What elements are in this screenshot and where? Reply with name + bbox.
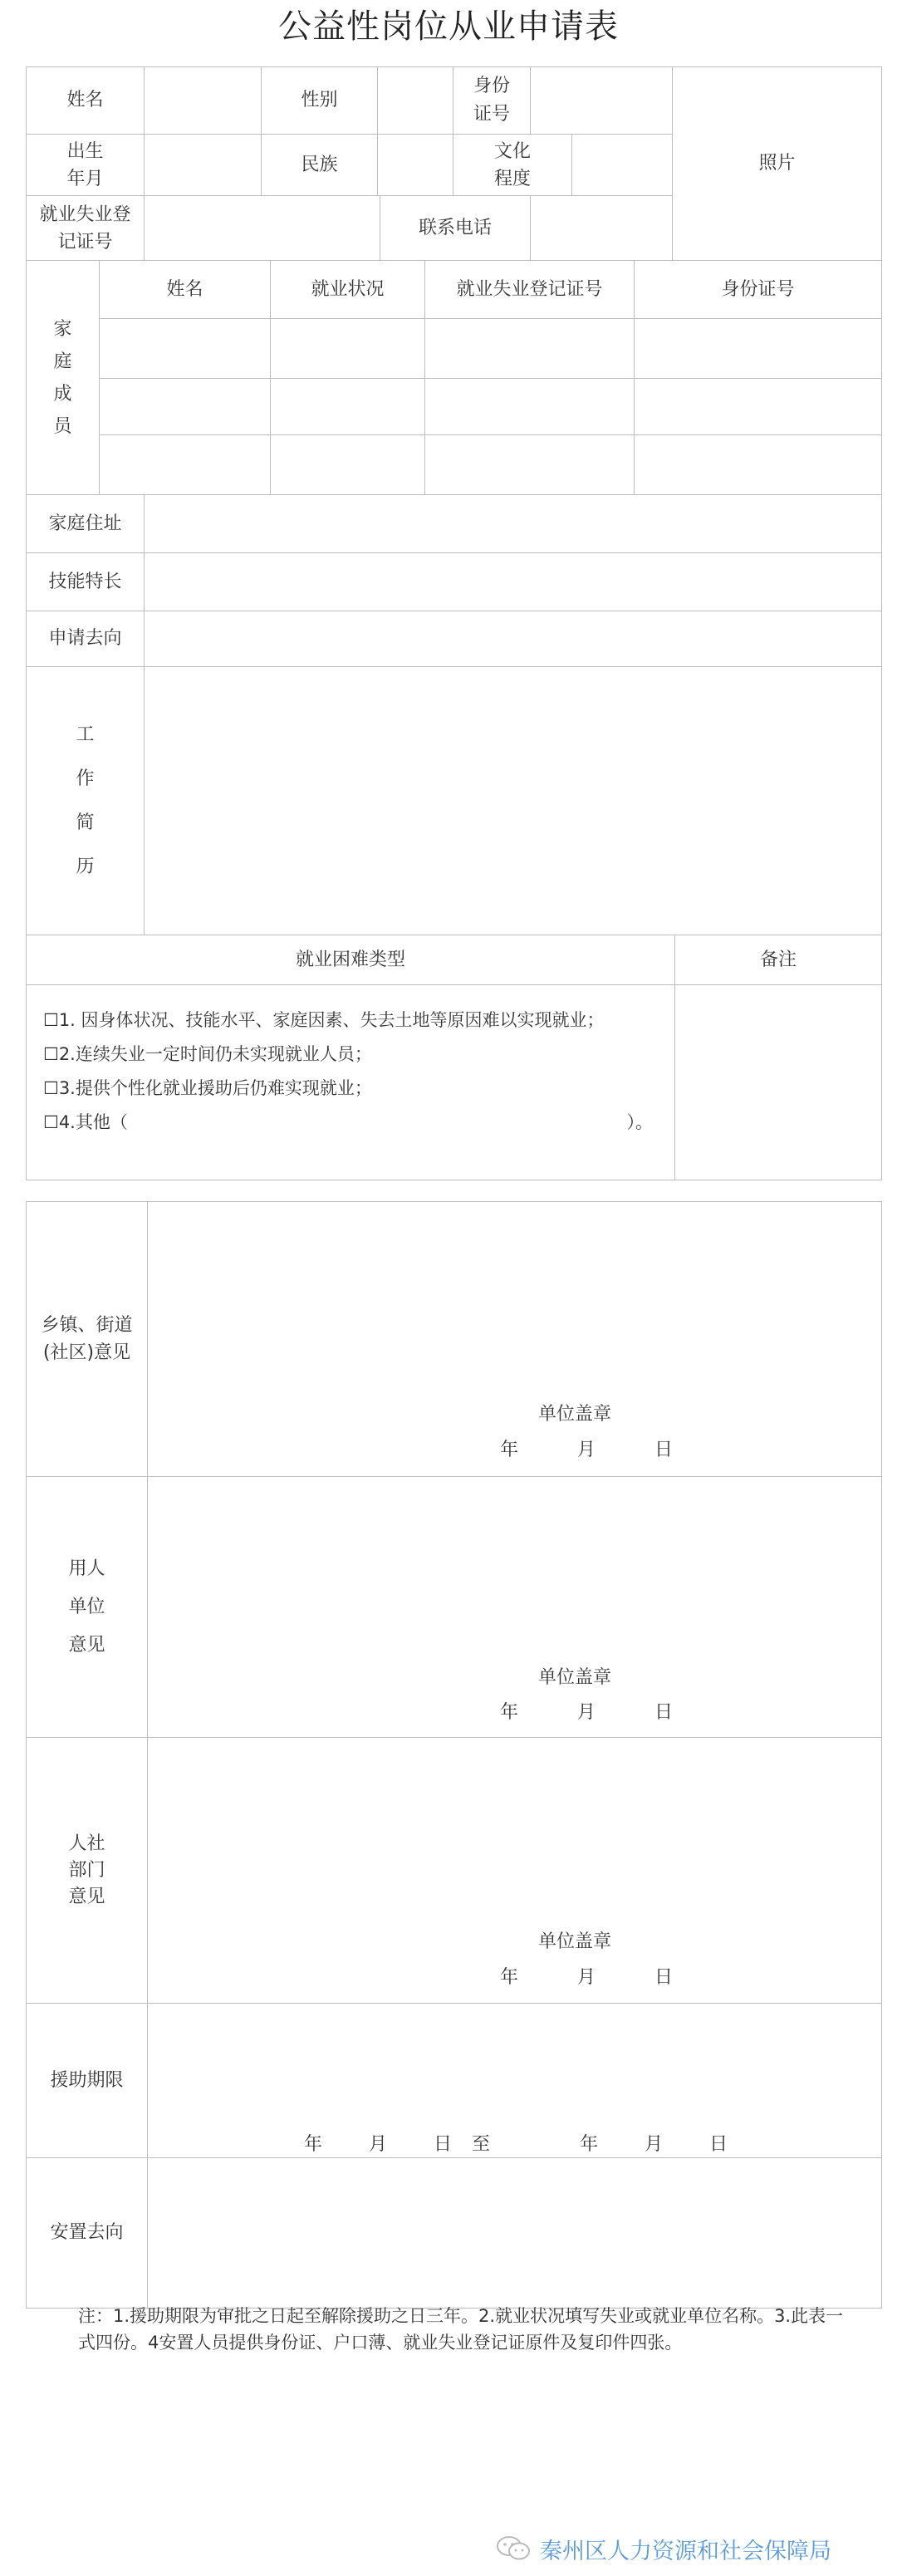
town-date: 年 月 日 <box>500 1440 674 1460</box>
family-members-label: 家庭成员 <box>27 261 100 495</box>
wechat-icon <box>495 2535 532 2562</box>
placement-field[interactable] <box>148 2158 882 2309</box>
family-col-id: 身份证号 <box>635 261 882 319</box>
hr-date: 年 月 日 <box>500 1967 674 1988</box>
difficulty-option-4[interactable] <box>43 1106 659 1140</box>
employer-date: 年 月 日 <box>500 1702 674 1723</box>
family-row-1-registration[interactable] <box>425 319 635 379</box>
birth-date-label: 出生年月 <box>27 135 145 196</box>
family-col-name: 姓名 <box>100 261 271 319</box>
name-label: 姓名 <box>27 67 145 135</box>
address-field[interactable] <box>145 495 882 553</box>
id-number-label: 身份证号 <box>453 67 531 135</box>
wechat-watermark <box>495 2532 831 2565</box>
application-form-main <box>26 66 882 261</box>
employer-opinion-label: 用人单位意见 <box>27 1477 148 1738</box>
family-row-2-id[interactable] <box>635 379 882 435</box>
birth-date-field[interactable] <box>145 135 262 196</box>
gender-label: 性别 <box>262 67 378 135</box>
gender-field[interactable] <box>378 67 453 135</box>
family-row-1-name[interactable] <box>100 319 271 379</box>
ethnicity-label: 民族 <box>262 135 378 196</box>
difficulty-option-4-end: ）。 <box>626 1112 653 1132</box>
education-label: 文化程度 <box>453 135 572 196</box>
family-row-1-id[interactable] <box>635 319 882 379</box>
address-label: 家庭住址 <box>27 495 145 553</box>
skills-field[interactable] <box>145 553 882 611</box>
employer-opinion-field[interactable] <box>148 1477 882 1738</box>
registration-number-field[interactable] <box>145 196 380 261</box>
id-number-field[interactable] <box>531 67 673 135</box>
page-title: 公益性岗位从业申请表 <box>278 7 619 46</box>
family-row-2-registration[interactable] <box>425 379 635 435</box>
watermark-text: 秦州区人力资源和社会保障局 <box>540 2538 831 2564</box>
assistance-period-label: 援助期限 <box>27 2004 148 2158</box>
ethnicity-field[interactable] <box>378 135 453 196</box>
work-resume-label: 工作简历 <box>27 667 145 935</box>
application-form-family <box>26 260 882 935</box>
family-row-1-status[interactable] <box>271 319 425 379</box>
registration-number-label: 就业失业登记证号 <box>27 196 145 261</box>
photo-box: 照片 <box>673 67 882 261</box>
work-resume-field[interactable] <box>145 667 882 935</box>
phone-field[interactable] <box>531 196 673 261</box>
phone-label: 联系电话 <box>380 196 531 261</box>
family-row-2-status[interactable] <box>271 379 425 435</box>
difficulty-option-4-start: ☐4.其他（ <box>43 1112 128 1132</box>
application-intent-field[interactable] <box>145 611 882 667</box>
hr-opinion-field[interactable] <box>148 1738 882 2004</box>
difficulty-type-table <box>26 935 882 1180</box>
family-row-3-registration[interactable] <box>425 435 635 495</box>
family-row-3-id[interactable] <box>635 435 882 495</box>
footnote: 注：1.援助期限为审批之日起至解除援助之日三年。2.就业状况填写失业或就业单位名称。3.此表一式四份。4安置人员提供身份证、户口薄、就业失业登记证原件及复印件四张。 <box>78 2306 844 2353</box>
employer-seal-label: 单位盖章 <box>538 1667 612 1688</box>
application-intent-label: 申请去向 <box>27 611 145 667</box>
town-opinion-label: 乡镇、街道(社区)意见 <box>27 1202 148 1477</box>
town-seal-label: 单位盖章 <box>538 1404 612 1425</box>
difficulty-option-2[interactable]: ☐2.连续失业一定时间仍未实现就业人员； <box>43 1044 372 1064</box>
family-row-2-name[interactable] <box>100 379 271 435</box>
assistance-period-dates: 年 月 日 至 年 月 日 <box>304 2134 728 2155</box>
skills-label: 技能特长 <box>27 553 145 611</box>
town-opinion-field[interactable] <box>148 1202 882 1477</box>
family-row-3-name[interactable] <box>100 435 271 495</box>
difficulty-type-header: 就业困难类型 <box>27 935 675 985</box>
difficulty-option-1[interactable]: ☐1. 因身体状况、技能水平、家庭因素、失去土地等原因难以实现就业； <box>43 1010 605 1030</box>
family-row-3-status[interactable] <box>271 435 425 495</box>
placement-label: 安置去向 <box>27 2158 148 2309</box>
hr-seal-label: 单位盖章 <box>538 1931 612 1952</box>
approval-table <box>26 1201 882 2309</box>
difficulty-options <box>27 985 675 1180</box>
hr-opinion-label: 人社部门意见 <box>27 1738 148 2004</box>
education-field[interactable] <box>572 135 673 196</box>
family-col-status: 就业状况 <box>271 261 425 319</box>
assistance-period-field[interactable] <box>148 2004 882 2158</box>
difficulty-option-3[interactable]: ☐3.提供个性化就业援助后仍难实现就业； <box>43 1078 372 1098</box>
remarks-field[interactable] <box>675 985 882 1180</box>
family-col-registration: 就业失业登记证号 <box>425 261 635 319</box>
remarks-header: 备注 <box>675 935 882 985</box>
name-field[interactable] <box>145 67 262 135</box>
